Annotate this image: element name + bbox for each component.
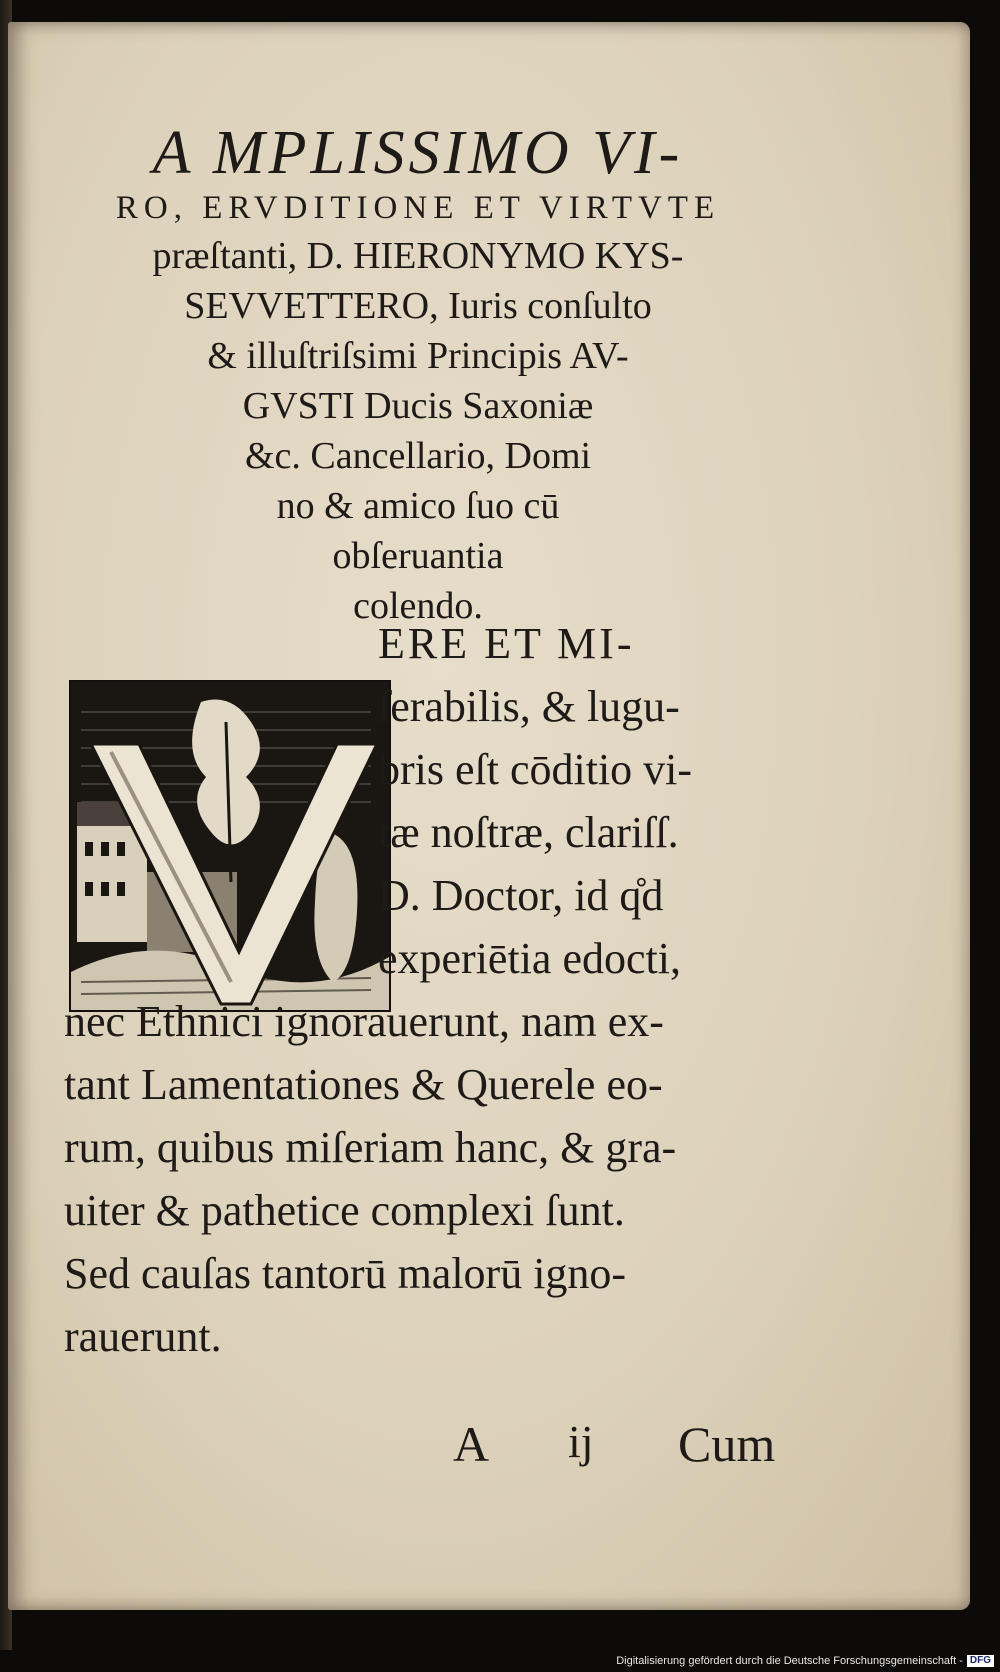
body-line-8: tant Lamentationes & Querele eo- — [64, 1060, 663, 1109]
woodcut-initial-illustration — [71, 682, 389, 1010]
body-line-9: rum, quibus miſeriam hanc, & gra- — [64, 1123, 677, 1172]
body-line-11: Sed cauſas tantorū malorū igno- — [64, 1249, 627, 1298]
woodcut-initial — [69, 680, 391, 1012]
body-line-5: D. Doctor, id q̊d — [378, 871, 664, 920]
title-line-7: &c. Cancellario, Domi — [244, 435, 592, 477]
body-line-1: ERE ET MI- — [378, 619, 635, 668]
body-line-7: nec Ethnici ignorauerunt, nam ex- — [64, 997, 664, 1046]
footer-credit: Digitalisierung gefördert durch die Deutsche Forschungsgemeinschaft - — [616, 1655, 963, 1667]
digitization-footer — [616, 1654, 994, 1668]
body-line-2: ſerabilis, & lugu- — [378, 682, 680, 731]
body-line-10: uiter & pathetice complexi ſunt. — [64, 1186, 625, 1235]
dedication-title — [28, 119, 808, 627]
body-line-4: tæ noſtræ, clariſſ. — [378, 808, 679, 857]
body-line-6: experiētia edocti, — [378, 934, 681, 983]
body-line-3: bris eſt cōditio vi- — [378, 745, 693, 794]
title-line-8: no & amico ſuo cū — [276, 485, 560, 527]
title-line-5: & illuſtriſsimi Principis AV- — [207, 335, 629, 377]
title-line-3: præſtanti, D. HIERONYMO KYS- — [152, 235, 684, 277]
title-line-9: obſeruantia — [332, 535, 504, 577]
signature-mark: A — [453, 1416, 490, 1472]
title-line-10: colendo. — [353, 585, 483, 627]
title-line-4: SEVVETTERO, Iuris conſulto — [184, 285, 652, 327]
title-line-6: GVSTI Ducis Saxoniæ — [242, 385, 594, 427]
dfg-badge: DFG — [967, 1655, 994, 1667]
catchword: Cum — [678, 1416, 776, 1472]
title-line-2: RO, ERVDITIONE ET VIRTVTE — [115, 190, 721, 226]
body-line-12: rauerunt. — [64, 1312, 222, 1361]
book-page — [8, 22, 970, 1610]
title-line-1: A MPLISSIMO VI- — [152, 119, 684, 187]
signature-number: ij — [568, 1416, 594, 1467]
